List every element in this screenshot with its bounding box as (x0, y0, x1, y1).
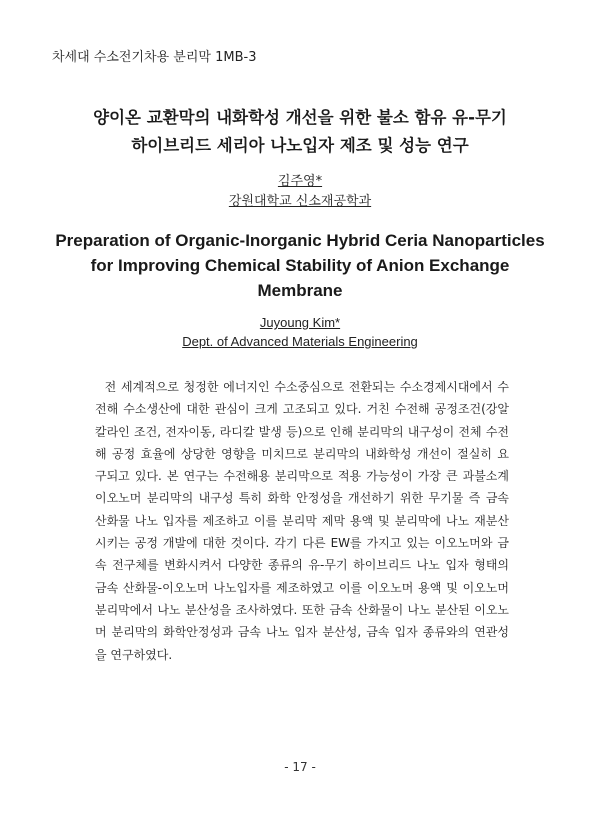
english-title-line-1: Preparation of Organic-Inorganic Hybrid Ceria Nanoparticles (55, 231, 545, 250)
abstract-line: 구되고 있다. 본 연구는 수전해용 분리막으로 적용 가능성이 가장 큰 과불소계 (95, 469, 509, 484)
korean-title-line-2: 하이브리드 세리아 나노입자 제조 및 성능 연구 (131, 136, 469, 155)
english-title-line-2: for Improving Chemical Stability of Anion Exchange (90, 256, 510, 275)
abstract-line: 금속 산화물-이오노머 나노입자를 제조하였고 이를 이오노머 용액 및 이오노머 (95, 580, 509, 595)
abstract-line: 을 연구하였다. (95, 647, 173, 662)
english-author-block (0, 313, 600, 351)
english-author-name: Juyoung Kim* (259, 315, 341, 330)
korean-author-name: 김주영* (277, 174, 323, 189)
running-header: 차세대 수소전기차용 분리막 1MB-3 (52, 50, 257, 65)
abstract-line: 전 세계적으로 청정한 에너지인 수소중심으로 전환되는 수소경제시대에서 수 (95, 380, 509, 394)
english-author-affiliation: Dept. of Advanced Materials Engineering (182, 334, 418, 349)
korean-title (0, 104, 600, 160)
page-number: - 17 - (284, 760, 316, 774)
abstract-line: 해 공정 효율에 상당한 영향을 미치므로 분리막의 내화학성 개선이 절실히 요 (95, 446, 509, 461)
abstract-line: 분리막에서 나노 분산성을 조사하였다. 또한 금속 산화물이 나노 분산된 이오노 (95, 602, 509, 617)
abstract-line: 전해 수소생산에 대한 관심이 크게 고조되고 있다. 거친 수전해 공정조건(강알 (95, 402, 509, 417)
english-title (0, 228, 600, 303)
abstract-line: 이오노머 분리막의 내구성 특히 화학 안정성을 개선하기 위한 무기물 즉 금속 (95, 491, 509, 506)
abstract-line: 산화물 나노 입자를 제조하고 이를 분리막 제막 용액 및 분리막에 나노 재분산 (95, 513, 509, 528)
abstract-line: 속 전구체를 변화시켜서 다양한 종류의 유-무기 하이브리드 나노 입자 형태의 (95, 558, 509, 573)
korean-author-block (0, 172, 600, 212)
abstract-line: 시키는 공정 개발에 대한 것이다. 각기 다른 EW를 가지고 있는 이오노머와 금 (95, 536, 509, 551)
english-title-line-3: Membrane (257, 281, 343, 300)
abstract-line: 칼라인 조건, 전자이동, 라디칼 발생 등)으로 인해 분리막의 내구성이 전체 수전 (95, 424, 509, 439)
abstract-body (95, 376, 509, 666)
korean-title-line-1: 양이온 교환막의 내화학성 개선을 위한 불소 함유 유-무기 (93, 108, 507, 127)
abstract-line: 머 분리막의 화학안정성과 금속 나노 입자 분산성, 금속 입자 종류와의 연관성 (95, 625, 509, 640)
korean-author-affiliation: 강원대학교 신소재공학과 (228, 194, 372, 209)
